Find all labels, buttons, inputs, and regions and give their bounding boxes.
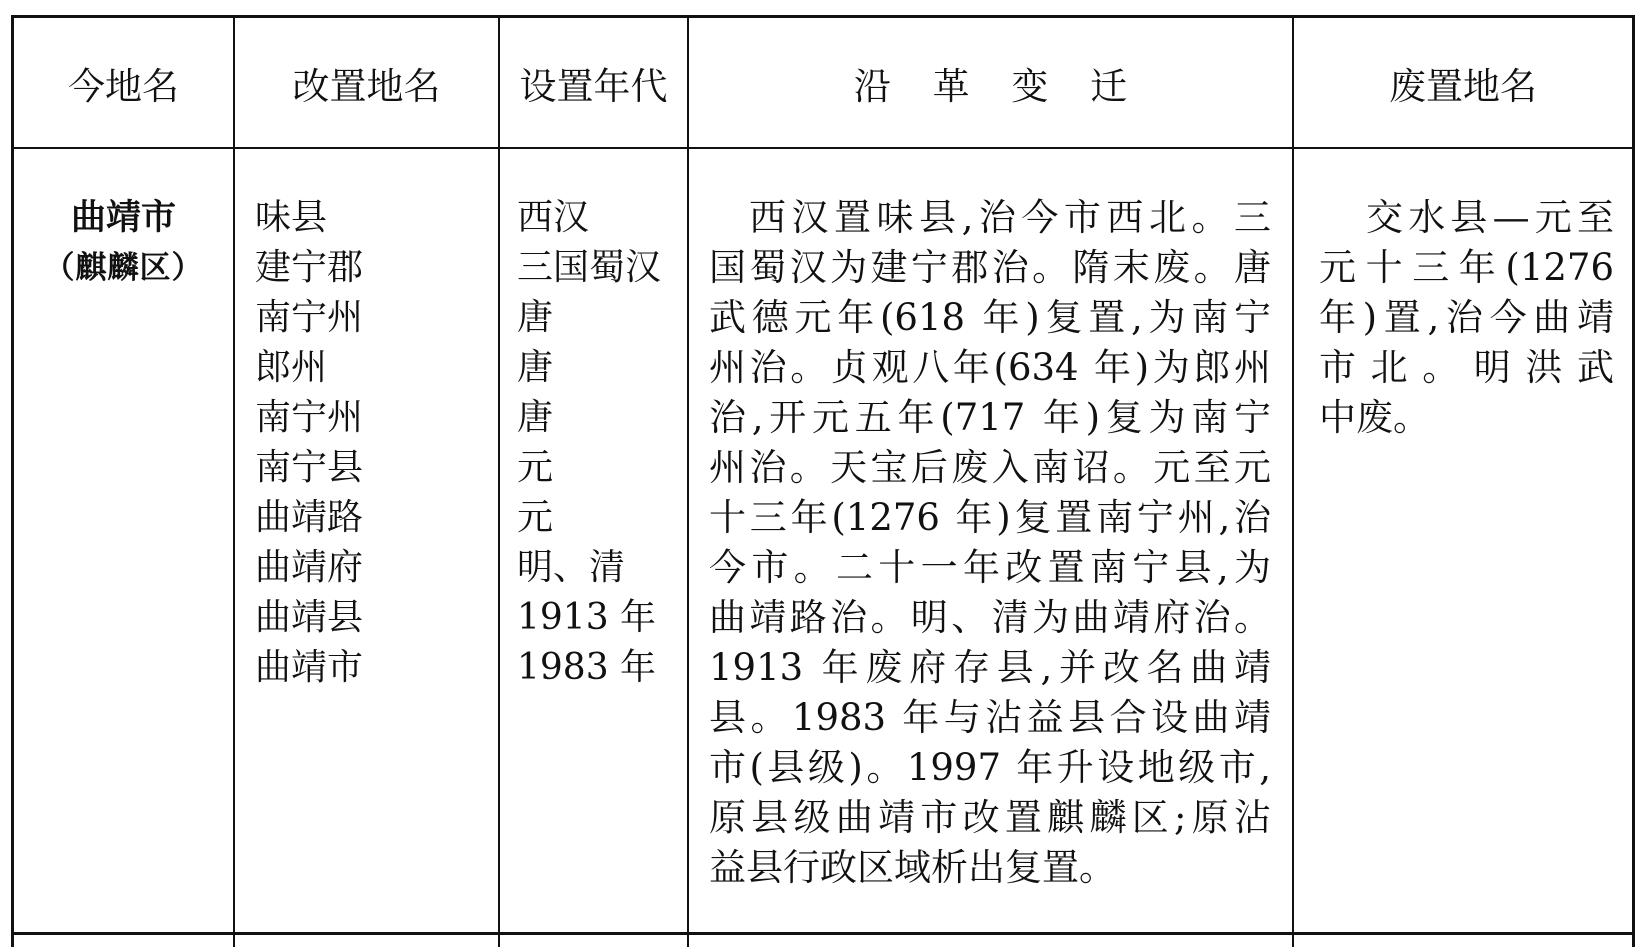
abolished-text-line: 元十三年(1276 <box>1319 246 1614 289</box>
period-label: 三国蜀汉 <box>517 247 662 288</box>
period-label: 1983 年 <box>517 647 657 688</box>
history-text-line: 曲靖路治。明、清为曲靖府治。 <box>709 596 1271 639</box>
history-text-line: 治,开元五年(717 年)复为南宁 <box>709 396 1271 439</box>
current-name-note: （麒麟区） <box>43 250 204 286</box>
renamed-place-name: 曲靖县 <box>255 597 364 638</box>
period-label: 明、清 <box>517 547 626 588</box>
header-current-name: 今地名 <box>68 64 179 108</box>
abolished-text-line: 市北。明洪武 <box>1319 346 1614 389</box>
history-text-line: 今市。二十一年改置南宁县,为 <box>709 546 1271 589</box>
header-renamed-place: 改置地名 <box>292 64 441 108</box>
history-text-line: 州治。天宝后废入南诏。元至元 <box>709 446 1271 489</box>
table-right-border <box>1632 15 1635 947</box>
history-text-line: 原县级曲靖市改置麒麟区;原沾 <box>709 796 1271 839</box>
renamed-place-name: 曲靖路 <box>255 497 364 538</box>
period-label: 唐 <box>517 347 554 388</box>
column-divider <box>498 15 500 947</box>
header-abolished-place: 废置地名 <box>1389 64 1537 108</box>
current-name-cell <box>14 193 233 293</box>
history-text-line: 十三年(1276 年)复置南宁州,治 <box>709 496 1271 539</box>
history-text-line: 国蜀汉为建宁郡治。隋末废。唐 <box>709 246 1271 289</box>
history-text-line: 州治。贞观八年(634 年)为郎州 <box>709 346 1271 389</box>
history-cell <box>709 193 1271 893</box>
renamed-place-name: 建宁郡 <box>255 247 364 288</box>
period-label: 元 <box>517 447 554 488</box>
period-label: 1913 年 <box>517 597 657 638</box>
history-text-line: 1913 年废府存县,并改名曲靖 <box>709 646 1271 689</box>
history-text-line: 县。1983 年与沾益县合设曲靖 <box>709 696 1271 739</box>
table-left-border <box>11 15 14 947</box>
period-label: 唐 <box>517 297 554 338</box>
header-history: 沿 革 变 迁 <box>853 64 1128 108</box>
history-text-line: 武德元年(618 年)复置,为南宁 <box>709 296 1271 339</box>
renamed-place-name: 南宁州 <box>255 397 364 438</box>
column-divider <box>233 15 235 947</box>
header-period: 设置年代 <box>519 64 668 108</box>
current-name: 曲靖市 <box>70 197 176 238</box>
renamed-place-name: 郎州 <box>255 347 328 388</box>
period-label: 西汉 <box>517 197 590 238</box>
history-text-line: 益县行政区域析出复置。 <box>709 846 1116 889</box>
header-separator <box>11 147 1635 149</box>
column-divider <box>687 15 689 947</box>
column-divider <box>1292 15 1294 947</box>
period-label: 元 <box>517 497 554 538</box>
abolished-text-line: 年)置,治今曲靖 <box>1319 296 1614 339</box>
abolished-place-cell <box>1319 193 1614 443</box>
renamed-place-name: 曲靖市 <box>255 647 364 688</box>
renamed-place-name: 南宁县 <box>255 447 364 488</box>
renamed-place-name: 曲靖府 <box>255 547 364 588</box>
history-text-line: 西汉置味县,治今市西北。三 <box>749 196 1271 239</box>
history-text-line: 市(县级)。1997 年升设地级市, <box>709 746 1271 789</box>
row-separator <box>11 932 1635 935</box>
periods-cell <box>517 193 687 693</box>
renamed-place-name: 南宁州 <box>255 297 364 338</box>
abolished-text-line: 交水县—元至 <box>1366 196 1614 239</box>
renamed-places-cell <box>255 193 495 693</box>
abolished-text-line: 中废。 <box>1319 396 1430 439</box>
period-label: 唐 <box>517 397 554 438</box>
renamed-place-name: 味县 <box>255 197 328 238</box>
